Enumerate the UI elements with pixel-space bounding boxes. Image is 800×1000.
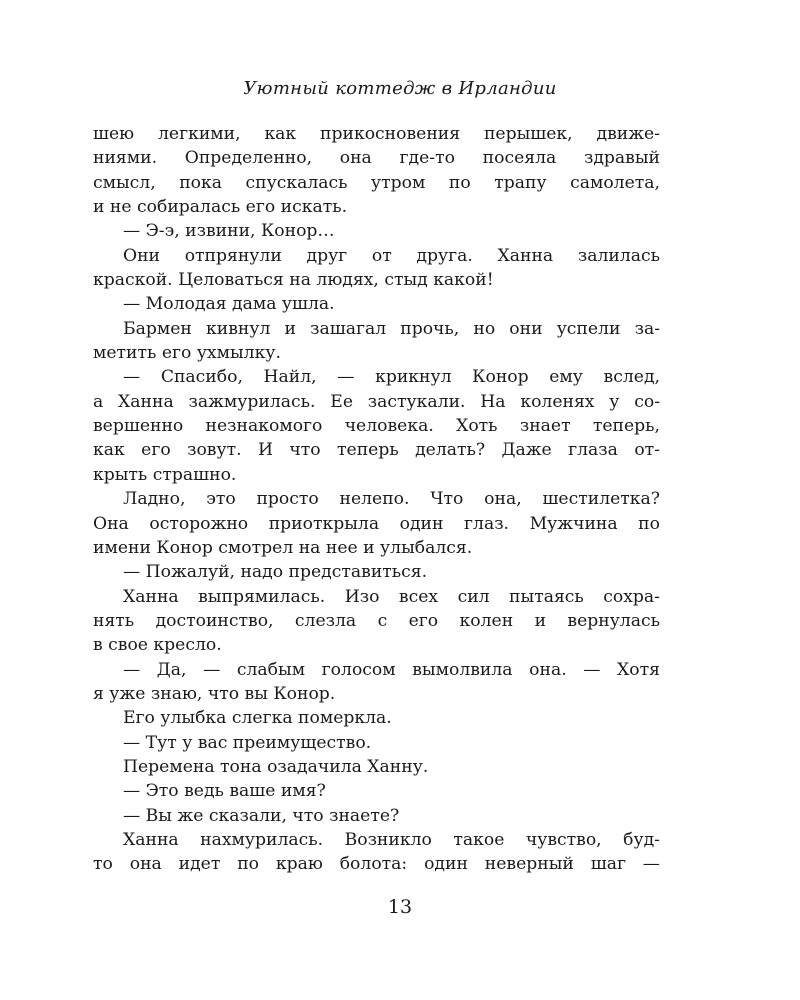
text-line: смысл, пока спускалась утром по трапу самолета,	[93, 172, 660, 193]
text-line: имени Конор смотрел на нее и улыбался.	[93, 537, 473, 558]
text-line: Бармен кивнул и зашагал прочь, но они успели за-	[123, 318, 660, 339]
text-line: краской. Целоваться на людях, стыд какой!	[93, 270, 494, 291]
text-line: Перемена тона озадачила Ханну.	[123, 756, 429, 777]
text-line: — Молодая дама ушла.	[123, 294, 335, 315]
text-line: — Да, — слабым голосом вымолвила она. — Хотя	[123, 659, 660, 680]
text-line: нять достоинство, слезла с его колен и вернулась	[93, 610, 660, 631]
text-line: шею легкими, как прикосновения перышек, движе-	[93, 124, 660, 144]
text-line: — Э-э, извини, Конор…	[123, 221, 335, 242]
text-line: — Спасибо, Найл, — крикнул Конор ему вслед,	[123, 367, 660, 388]
text-line: и не собиралась его искать.	[93, 197, 348, 218]
text-line: Она осторожно приоткрыла один глаз. Мужчина по	[93, 513, 660, 534]
text-line: — Это ведь ваше имя?	[123, 781, 326, 802]
text-line: я уже знаю, что вы Конор.	[93, 683, 336, 704]
text-line: в свое кресло.	[93, 635, 222, 656]
text-line: то она идет по краю болота: один неверный шаг —	[93, 854, 660, 875]
text-line: Ханна выпрямилась. Изо всех сил пытаясь сохра-	[123, 586, 660, 607]
page-number: 13	[387, 896, 413, 918]
text-line: вершенно незнакомого человека. Хоть знает теперь,	[93, 416, 660, 437]
text-line: Они отпрянули друг от друга. Ханна залилась	[123, 245, 660, 266]
text-line: а Ханна зажмурилась. Ее застукали. На коленях у со-	[93, 391, 660, 412]
text-line: Его улыбка слегка померкла.	[123, 708, 392, 729]
text-line: Ханна нахмурилась. Возникло такое чувство, буд-	[123, 829, 660, 850]
text-line: — Пожалуй, надо представиться.	[123, 562, 428, 583]
text-line: крыть страшно.	[93, 464, 237, 485]
text-line: Ладно, это просто нелепо. Что она, шестилетка?	[123, 489, 660, 510]
text-line: как его зовут. И что теперь делать? Даже глаза от-	[93, 440, 660, 461]
text-line: ниями. Определенно, она где-то посеяла здравый	[93, 148, 660, 169]
text-line: — Тут у вас преимущество.	[123, 732, 372, 753]
running-head: Уютный коттедж в Ирландии	[243, 78, 557, 99]
body-text	[93, 122, 660, 877]
text-line: — Вы же сказали, что знаете?	[123, 805, 400, 826]
text-line: метить его ухмылку.	[93, 343, 281, 364]
